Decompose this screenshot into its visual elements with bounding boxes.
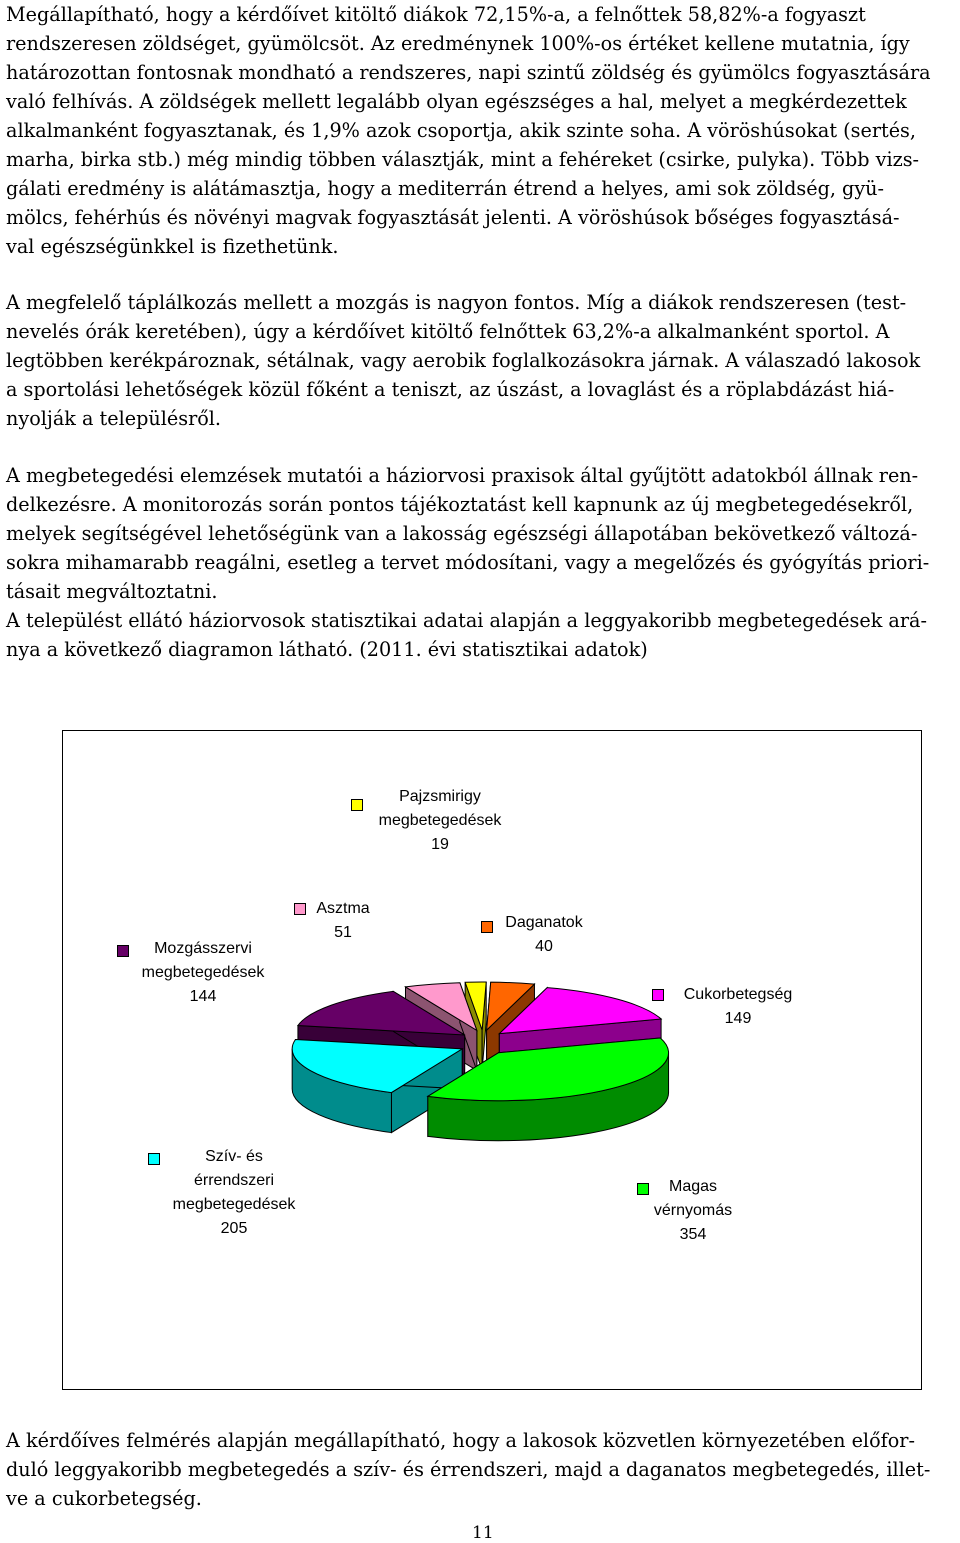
text-line: A kérdőíves felmérés alapján megállapítható, hogy a lakosok közvetlen környezetében előfor- [6, 1429, 915, 1452]
text-line: sokra mihamarabb reagálni, esetleg a tervet módosítani, vagy a megelőzés és gyógyítás priori- [6, 551, 930, 574]
text-line: marha, birka stb.) még mindig többen választják, mint a fehéreket (csirke, pulyka). Több vizs- [6, 148, 920, 171]
data-label-line: 354 [679, 1226, 707, 1243]
data-label-line: Magas [668, 1178, 718, 1195]
data-label-line: Pajzsmirigy [399, 788, 481, 805]
text-line: melyek segítségével lehetőségünk van a lakosság egészségi állapotában bekövetkező változá- [6, 522, 918, 545]
text-line: határozottan fontosnak mondható a rendszeres, napi szintű zöldség és gyümölcs fogyasztására [6, 61, 931, 84]
text-line: val egészségünkkel is fizethetünk. [6, 235, 339, 258]
data-label-line: megbetegedések [172, 1196, 296, 1213]
data-label-line: Cukorbetegség [683, 986, 793, 1003]
text-line: nyolják a településről. [6, 407, 222, 430]
data-label-mozgasszervi-megbetegedesek [123, 937, 283, 1009]
data-label-pajzsmirigy-megbetegedesek [355, 785, 525, 857]
pie-chart-frame [62, 730, 922, 1390]
text-line: Megállapítható, hogy a kérdőívet kitöltő diákok 72,15%-a, a felnőttek 58,82%-a fogyaszt [6, 3, 866, 26]
paragraph-morbidity [6, 461, 956, 664]
data-label-sziv-es-errendszeri-megbetegedesek [159, 1145, 309, 1241]
paragraph-exercise [6, 288, 956, 433]
data-label-line: megbetegedések [378, 812, 502, 829]
text-line: alkalmanként fogyasztanak, és 1,9% azok csoportja, akik szinte soha. A vöröshúsokat (sertés, [6, 119, 917, 142]
text-line: mölcs, fehérhús és növényi magvak fogyasztását jelenti. A vöröshúsok bőséges fogyasztásá- [6, 206, 900, 229]
data-label-line: 40 [535, 938, 553, 955]
page-number: 11 [472, 1523, 494, 1543]
data-label-asztma [303, 897, 383, 945]
text-line: a sportolási lehetőségek közül főként a teniszt, az úszást, a lovaglást és a röplabdázást hiá- [6, 378, 895, 401]
data-label-cukorbetegseg [663, 983, 813, 1031]
paragraph-diet [6, 0, 956, 261]
data-label-line: Mozgásszervi [154, 940, 252, 957]
data-label-line: Daganatok [505, 914, 583, 931]
data-label-line: 149 [724, 1010, 752, 1027]
text-line: delkezésre. A monitorozás során pontos tájékoztatást kell kapnunk az új megbetegedésekről, [6, 493, 914, 516]
paragraph-conclusion [6, 1426, 956, 1513]
data-label-magas-vernyomas [633, 1175, 753, 1247]
data-label-line: vérnyomás [653, 1202, 733, 1219]
text-line: legtöbben kerékpároznak, sétálnak, vagy aerobik foglalkozásokra járnak. A válaszadó lakosok [6, 349, 921, 372]
data-label-line: 51 [334, 924, 352, 941]
text-line: nevelés órák keretében), úgy a kérdőívet kitöltő felnőttek 63,2%-a alkalmanként sportol. A [6, 320, 890, 343]
text-line: ve a cukorbetegség. [6, 1487, 202, 1510]
text-line: való felhívás. A zöldségek mellett legalább olyan egészséges a hal, melyet a megkérdezettek [6, 90, 907, 113]
text-line: A megbetegedési elemzések mutatói a háziorvosi praxisok által gyűjtött adatokból állnak ren- [6, 464, 919, 487]
data-label-line: megbetegedések [141, 964, 265, 981]
data-label-line: Szív- és [205, 1148, 263, 1165]
text-line: nya a következő diagramon látható. (2011. évi statisztikai adatok) [6, 638, 648, 661]
data-label-line: 144 [189, 988, 217, 1005]
text-line: tásait megváltoztatni. [6, 580, 218, 603]
text-line: duló leggyakoribb megbetegedés a szív- és érrendszeri, majd a daganatos megbetegedés, illet- [6, 1458, 931, 1481]
data-label-line: 205 [220, 1220, 248, 1237]
data-label-line: érrendszeri [193, 1172, 275, 1189]
text-line: rendszeresen zöldséget, gyümölcsöt. Az eredménynek 100%-os értéket kellene mutatnia, így [6, 32, 910, 55]
data-label-line: Asztma [316, 900, 370, 917]
text-line: A települést ellátó háziorvosok statisztikai adatai alapján a leggyakoribb megbetegedések ará- [6, 609, 927, 632]
text-line: gálati eredmény is alátámasztja, hogy a mediterrán étrend a helyes, ami sok zöldség, gyü- [6, 177, 885, 200]
data-label-daganatok [479, 911, 609, 959]
data-label-line: 19 [431, 836, 449, 853]
text-line: A megfelelő táplálkozás mellett a mozgás is nagyon fontos. Míg a diákok rendszeresen (test- [6, 291, 907, 314]
